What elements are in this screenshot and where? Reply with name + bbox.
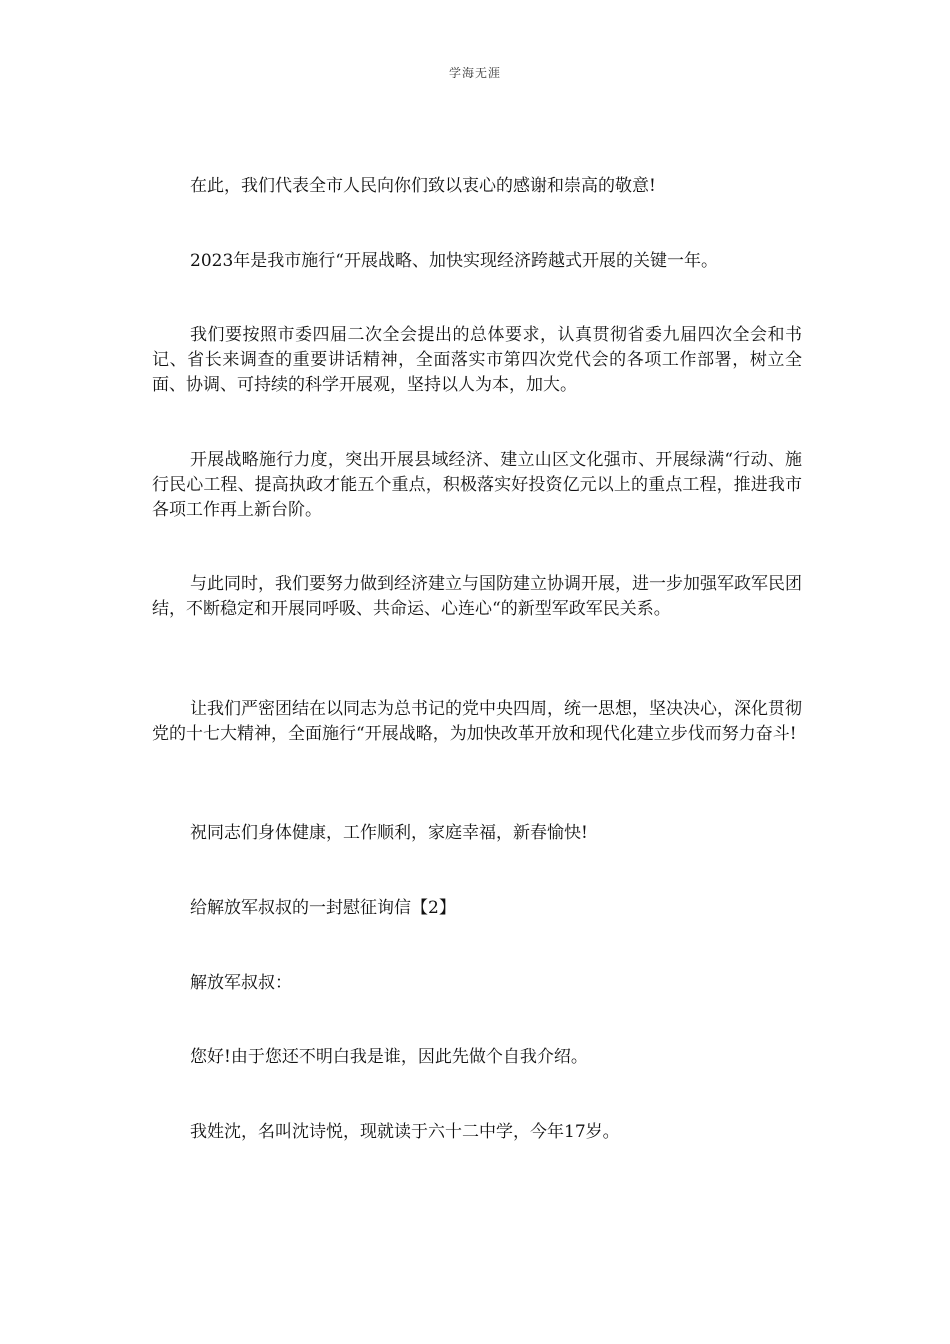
paragraph-military-civil: 与此同时，我们要努力做到经济建立与国防建立协调开展，进一步加强军政军民团结，不断稳定和开展同呼吸、共命运、心连心“的新型军政军民关系。 xyxy=(152,574,802,619)
letter-salutation: 解放军叔叔： xyxy=(190,973,292,993)
paragraph-strategy: 开展战略施行力度，突出开展县域经济、建立山区文化强市、开展绿满“行动、施行民心工程、提高执政才能五个重点，积极落实好投资亿元以上的重点工程，推进我市各项工作再上新台阶。 xyxy=(152,450,802,520)
page-header: 学海无涯 xyxy=(448,66,501,80)
paragraph-requirements: 我们要按照市委四届二次全会提出的总体要求，认真贯彻省委九届四次全会和书记、省长来调查的重要讲话精神，全面落实市第四次党代会的各项工作部署，树立全面、协调、可持续的科学开展观，坚持以人为本，加大。 xyxy=(152,325,802,395)
letter-introduction: 我姓沈，名叫沈诗悦，现就读于六十二中学，今年17岁。 xyxy=(190,1122,620,1142)
paragraph-unity: 让我们严密团结在以同志为总书记的党中央四周，统一思想，坚决决心，深化贯彻党的十七大精神，全面施行“开展战略，为加快改革开放和现代化建立步伐而努力奋斗! xyxy=(152,699,802,744)
letter-title: 给解放军叔叔的一封慰征询信【2】 xyxy=(190,898,456,918)
paragraph-gratitude: 在此，我们代表全市人民向你们致以衷心的感谢和崇高的敬意! xyxy=(190,176,656,196)
paragraph-wishes: 祝同志们身体健康，工作顺利，家庭幸福，新春愉快! xyxy=(190,823,588,843)
letter-greeting: 您好!由于您还不明白我是谁，因此先做个自我介绍。 xyxy=(190,1047,588,1067)
paragraph-key-year: 2023年是我市施行“开展战略、加快实现经济跨越式开展的关键一年。 xyxy=(190,251,718,271)
